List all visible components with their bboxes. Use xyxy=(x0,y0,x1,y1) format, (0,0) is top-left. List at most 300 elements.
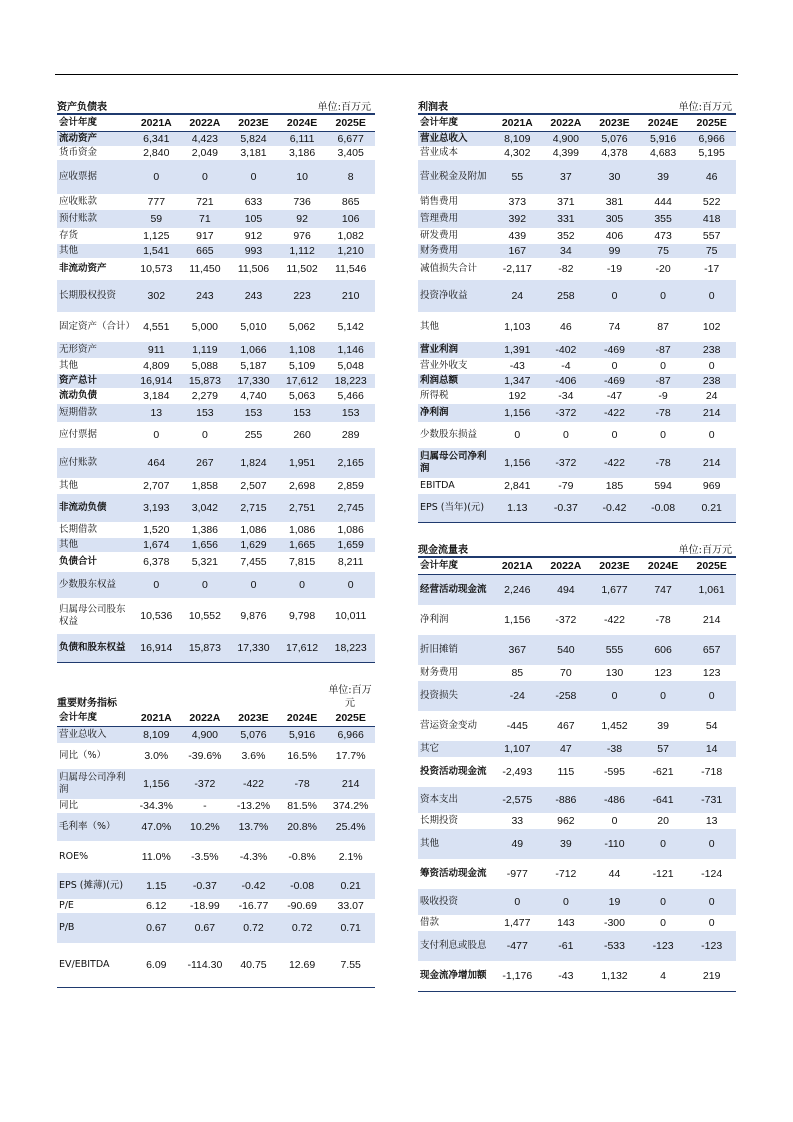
cell-value: 993 xyxy=(244,245,263,257)
cell-value: 4,302 xyxy=(504,147,531,159)
row-label: 固定资产（合计） xyxy=(59,321,136,333)
cell-value: -43 xyxy=(558,970,574,982)
row-label: 负债和股东权益 xyxy=(59,642,126,654)
cell-value: 2,246 xyxy=(504,584,531,596)
table-row xyxy=(418,210,736,228)
cell-value: -78 xyxy=(655,614,671,626)
cell-value: 374.2% xyxy=(332,800,369,812)
row-label: 净利润 xyxy=(420,407,449,419)
row-label: 流动资产 xyxy=(59,133,98,145)
cell-value: -2,575 xyxy=(502,794,533,806)
cell-value: 594 xyxy=(654,480,672,492)
cash-flow-table xyxy=(418,540,736,992)
cell-value: 0 xyxy=(299,579,305,591)
cell-value: 1,112 xyxy=(289,245,315,257)
row-label: 其他 xyxy=(420,838,440,850)
row-label: 营业利润 xyxy=(420,344,459,356)
row-label: 无形资产 xyxy=(59,344,98,356)
cell-value: -372 xyxy=(555,457,577,469)
table-row xyxy=(57,598,375,634)
cell-value: 11,502 xyxy=(286,263,318,275)
cell-value: 1,061 xyxy=(698,584,725,596)
table-row xyxy=(57,478,375,494)
table-row xyxy=(57,899,375,913)
cell-value: 1,086 xyxy=(337,524,364,536)
table-row xyxy=(418,374,736,388)
table-row xyxy=(418,889,736,915)
cash-flow-unit: 单位:百万元 xyxy=(678,545,732,556)
cell-value: -90.69 xyxy=(287,900,317,912)
cell-value: 0 xyxy=(660,290,666,302)
cell-value: 4,378 xyxy=(601,147,628,159)
cell-value: -731 xyxy=(701,794,723,806)
cell-value: 85 xyxy=(511,667,524,679)
cell-value: 0.72 xyxy=(291,922,313,934)
cell-value: 0.71 xyxy=(340,922,361,934)
cell-value: -82 xyxy=(558,263,574,275)
row-label: 营业成本 xyxy=(420,147,459,159)
cell-value: 1,477 xyxy=(504,917,531,929)
table-row xyxy=(418,575,736,605)
cell-value: 167 xyxy=(508,245,527,257)
cell-value: 214 xyxy=(702,614,721,626)
table-row xyxy=(418,132,736,146)
cell-value: 1,132 xyxy=(601,970,628,982)
keyfin-column-header-row xyxy=(57,710,375,727)
row-label: EV/EBITDA xyxy=(59,959,110,971)
cell-value: -422 xyxy=(603,457,625,469)
cell-value: 71 xyxy=(199,213,211,225)
cell-value: 143 xyxy=(557,917,575,929)
table-row xyxy=(418,961,736,992)
cell-value: -20 xyxy=(655,263,671,275)
cell-value: 11.0% xyxy=(141,851,171,863)
cell-value: 1,824 xyxy=(240,457,267,469)
cell-value: 0 xyxy=(708,429,715,441)
year-header: 2021A xyxy=(140,117,172,129)
year-header: 2021A xyxy=(501,560,533,572)
cell-value: 10,536 xyxy=(140,610,173,622)
income-statement-header xyxy=(418,97,736,115)
cell-value: 15,873 xyxy=(188,375,221,387)
cell-value: 13 xyxy=(705,815,718,827)
cell-value: -4.3% xyxy=(239,851,268,863)
table-row xyxy=(57,342,375,358)
cell-value: 0 xyxy=(708,690,715,702)
cell-value: 4,683 xyxy=(649,147,677,159)
cell-value: 0 xyxy=(514,896,521,908)
cell-value: 2,751 xyxy=(288,502,316,514)
cell-value: 4,399 xyxy=(552,147,580,159)
cell-value: 11,506 xyxy=(237,263,270,275)
row-label: 营业总收入 xyxy=(420,133,468,145)
balance-sheet-unit: 单位:百万元 xyxy=(317,102,371,113)
cell-value: 39 xyxy=(560,838,572,850)
cell-value: 10,011 xyxy=(335,610,367,622)
cell-value: 4,900 xyxy=(552,133,580,145)
table-row xyxy=(57,634,375,663)
row-label: 投资活动现金流 xyxy=(420,766,487,778)
cell-value: 153 xyxy=(341,407,360,419)
cell-value: 39 xyxy=(657,171,669,183)
cell-value: 54 xyxy=(705,720,718,732)
cell-value: 46 xyxy=(560,321,572,333)
cell-value: 223 xyxy=(293,290,311,302)
cell-value: 10,573 xyxy=(140,263,173,275)
table-row xyxy=(57,943,375,988)
cell-value: 1.13 xyxy=(507,502,528,514)
cell-value: 19 xyxy=(608,896,621,908)
cell-value: 522 xyxy=(702,196,721,208)
cell-value: 123 xyxy=(702,667,721,679)
table-row xyxy=(418,194,736,210)
table-row xyxy=(418,280,736,312)
cell-value: 3.0% xyxy=(144,750,169,762)
cell-value: 20 xyxy=(657,815,669,827)
year-header: 2025E xyxy=(696,560,727,572)
cell-value: 75 xyxy=(705,245,718,257)
cell-value: 8,211 xyxy=(337,556,364,568)
cell-value: 557 xyxy=(702,230,721,242)
cell-value: 392 xyxy=(508,213,527,225)
table-row xyxy=(418,494,736,523)
year-header: 2024E xyxy=(286,712,318,724)
cell-value: 6.12 xyxy=(146,900,167,912)
year-header: 2023E xyxy=(238,712,269,724)
table-row xyxy=(418,635,736,665)
row-label: 营业总收入 xyxy=(59,729,107,741)
cell-value: 1,858 xyxy=(191,480,219,492)
cell-value: -372 xyxy=(555,407,577,419)
year-header: 2024E xyxy=(647,117,679,129)
cell-value: 34 xyxy=(560,245,572,257)
cell-value: 243 xyxy=(196,290,214,302)
cell-value: 0 xyxy=(660,690,666,702)
cell-value: 16,914 xyxy=(140,642,173,654)
row-label: 长期股权投资 xyxy=(59,290,117,302)
cell-value: 0 xyxy=(611,290,618,302)
cell-value: 3,181 xyxy=(240,147,267,159)
table-row xyxy=(418,404,736,422)
cell-value: -469 xyxy=(603,375,625,387)
row-label: 长期借款 xyxy=(59,524,98,536)
cell-value: 5,076 xyxy=(601,133,628,145)
table-row xyxy=(418,931,736,961)
row-label: 同比 xyxy=(59,800,79,812)
cell-value: 214 xyxy=(702,407,721,419)
table-row xyxy=(418,829,736,859)
cell-value: 81.5% xyxy=(287,800,317,812)
row-label: 短期借款 xyxy=(59,407,98,419)
cell-value: 57 xyxy=(657,743,669,755)
cell-value: -533 xyxy=(603,940,625,952)
cell-value: 11,450 xyxy=(189,263,221,275)
cell-value: 10.2% xyxy=(190,821,220,833)
cell-value: 1,210 xyxy=(337,245,364,257)
cell-value: 494 xyxy=(557,584,575,596)
table-row xyxy=(418,244,736,258)
cell-value: 238 xyxy=(702,375,721,387)
row-label: EPS (当年)(元) xyxy=(420,502,485,514)
cell-value: 606 xyxy=(654,644,672,656)
cell-value: 6,966 xyxy=(698,133,725,145)
cell-value: 10,552 xyxy=(188,610,221,622)
cell-value: 0 xyxy=(250,579,257,591)
row-label: EBITDA xyxy=(420,480,455,492)
cell-value: -0.42 xyxy=(241,880,266,892)
table-row xyxy=(57,258,375,280)
income-statement-title: 利润表 xyxy=(418,102,448,113)
cell-value: 381 xyxy=(605,196,624,208)
cell-value: 39 xyxy=(657,720,669,732)
table-row xyxy=(418,711,736,741)
row-label: 所得税 xyxy=(420,390,449,402)
cell-value: 1,674 xyxy=(143,539,170,551)
cell-value: 1,659 xyxy=(337,539,364,551)
cell-value: 1,156 xyxy=(504,457,531,469)
cell-value: 1,119 xyxy=(192,344,218,356)
cell-value: 5,916 xyxy=(288,729,316,741)
year-header: 2022A xyxy=(189,117,221,129)
cell-value: 2.1% xyxy=(338,851,363,863)
cell-value: 911 xyxy=(147,344,165,356)
income-statement-unit: 单位:百万元 xyxy=(678,102,732,113)
cell-value: 17,330 xyxy=(237,375,270,387)
row-label: 筹资活动现金流 xyxy=(420,868,487,880)
cell-value: 10 xyxy=(296,171,308,183)
cell-value: 1,082 xyxy=(337,230,364,242)
cell-value: 30 xyxy=(608,171,621,183)
cell-value: 20.8% xyxy=(287,821,317,833)
cell-value: -9 xyxy=(658,390,668,402)
row-label: 预付账款 xyxy=(59,213,98,225)
cell-value: 1,391 xyxy=(504,344,531,356)
cell-value: 92 xyxy=(296,213,308,225)
cell-value: 44 xyxy=(608,868,621,880)
cell-value: 0 xyxy=(611,690,618,702)
cell-value: 1,146 xyxy=(337,344,364,356)
income-statement-table xyxy=(418,97,736,523)
cell-value: 1,086 xyxy=(240,524,267,536)
cell-value: -79 xyxy=(558,480,574,492)
cell-value: 1,347 xyxy=(504,375,531,387)
cell-value: -718 xyxy=(701,766,723,778)
cell-value: 373 xyxy=(508,196,527,208)
cell-value: -24 xyxy=(509,690,525,702)
cell-value: 1,629 xyxy=(240,539,267,551)
table-row xyxy=(418,787,736,813)
row-label: 归属母公司股东权益 xyxy=(59,604,126,627)
year-header: 2025E xyxy=(335,712,366,724)
cell-value: 5,063 xyxy=(288,390,316,402)
cell-value: -34.3% xyxy=(139,800,173,812)
cell-value: 74 xyxy=(608,321,621,333)
row-label: 应付票据 xyxy=(59,429,98,441)
row-label: P/E xyxy=(59,900,74,912)
cell-value: 418 xyxy=(702,213,721,225)
cell-value: 258 xyxy=(557,290,575,302)
balance-column-header-row xyxy=(57,115,375,132)
cell-value: 25.4% xyxy=(335,821,366,833)
table-row xyxy=(418,859,736,889)
cell-value: 3.6% xyxy=(241,750,266,762)
table-row xyxy=(57,312,375,342)
cell-value: -121 xyxy=(652,868,674,880)
cell-value: -61 xyxy=(558,940,574,952)
cell-value: -39.6% xyxy=(188,750,222,762)
year-header: 2025E xyxy=(335,117,366,129)
cell-value: 37 xyxy=(560,171,572,183)
cell-value: 153 xyxy=(244,407,263,419)
row-label: 财务费用 xyxy=(420,667,459,679)
table-row xyxy=(418,358,736,374)
cell-value: 267 xyxy=(196,457,214,469)
cell-value: 665 xyxy=(196,245,214,257)
cell-value: -13.2% xyxy=(236,800,271,812)
row-label: 其他 xyxy=(59,245,79,257)
cell-value: 0 xyxy=(201,171,208,183)
row-label: 营运资金变动 xyxy=(420,720,478,732)
cell-value: 17.7% xyxy=(335,750,366,762)
cell-value: 5,142 xyxy=(337,321,364,333)
cell-value: 0 xyxy=(660,838,666,850)
cell-value: 4,551 xyxy=(143,321,170,333)
row-label: 销售费用 xyxy=(420,196,459,208)
table-row xyxy=(418,312,736,342)
cell-value: 4 xyxy=(660,970,666,982)
cell-value: 0.21 xyxy=(340,880,361,892)
cell-value: 18,223 xyxy=(334,375,367,387)
cell-value: 3,405 xyxy=(337,147,364,159)
cell-value: -2,117 xyxy=(502,263,532,275)
year-header: 2021A xyxy=(140,712,172,724)
cell-value: 2,507 xyxy=(240,480,267,492)
table-row xyxy=(418,146,736,160)
table-row xyxy=(57,494,375,522)
year-header: 2021A xyxy=(501,117,533,129)
cell-value: 47 xyxy=(560,743,572,755)
cell-value: 33.07 xyxy=(337,900,364,912)
column-header-label: 会计年度 xyxy=(420,117,459,129)
row-label: 非流动负债 xyxy=(59,502,107,514)
cell-value: -258 xyxy=(555,690,577,702)
cell-value: 185 xyxy=(605,480,624,492)
year-header: 2024E xyxy=(286,117,318,129)
cell-value: 5,195 xyxy=(698,147,725,159)
table-row xyxy=(57,841,375,873)
cell-value: 439 xyxy=(508,230,527,242)
cell-value: -1,176 xyxy=(502,970,533,982)
cell-value: 4,740 xyxy=(240,390,267,402)
cell-value: 0 xyxy=(562,896,569,908)
cell-value: 1,086 xyxy=(288,524,316,536)
cell-value: -123 xyxy=(701,940,723,952)
table-row xyxy=(57,374,375,388)
cell-value: 1,125 xyxy=(143,230,170,242)
cell-value: 16,914 xyxy=(140,375,173,387)
table-row xyxy=(57,132,375,146)
cell-value: 5,916 xyxy=(649,133,677,145)
cell-value: 13 xyxy=(150,407,163,419)
row-label: 研发费用 xyxy=(420,230,459,242)
cell-value: 2,707 xyxy=(143,480,170,492)
cell-value: 976 xyxy=(293,230,311,242)
row-label: 同比（%） xyxy=(59,750,107,762)
cell-value: 5,824 xyxy=(240,133,267,145)
key-financials-title: 重要财务指标 xyxy=(57,698,117,709)
table-row xyxy=(57,813,375,841)
cell-value: 17,612 xyxy=(286,375,319,387)
cell-value: -34 xyxy=(558,390,574,402)
cell-value: 1,108 xyxy=(288,344,316,356)
row-label: 长期投资 xyxy=(420,815,459,827)
cell-value: -19 xyxy=(606,263,623,275)
cell-value: 15,873 xyxy=(188,642,221,654)
cell-value: 3,186 xyxy=(288,147,316,159)
row-label: EPS (摊薄)(元) xyxy=(59,880,124,892)
row-label: 营业外收支 xyxy=(420,360,468,372)
cell-value: 3,193 xyxy=(143,502,170,514)
table-row xyxy=(57,769,375,799)
cell-value: 255 xyxy=(244,429,263,441)
cell-value: 736 xyxy=(293,196,311,208)
cell-value: 367 xyxy=(508,644,527,656)
row-label: 折旧摊销 xyxy=(420,644,459,656)
row-label: 毛利率（%） xyxy=(59,821,116,833)
year-header: 2025E xyxy=(696,117,727,129)
row-label: 其他 xyxy=(59,480,79,492)
table-row xyxy=(57,572,375,598)
cell-value: 747 xyxy=(654,584,672,596)
cell-value: 1,951 xyxy=(288,457,316,469)
column-header-label: 会计年度 xyxy=(420,560,459,572)
income-column-header-row xyxy=(418,115,736,132)
cell-value: 777 xyxy=(147,196,166,208)
row-label: 投资损失 xyxy=(420,690,459,702)
table-row xyxy=(418,741,736,757)
cell-value: -422 xyxy=(603,407,625,419)
table-row xyxy=(418,813,736,829)
cell-value: 2,841 xyxy=(504,480,531,492)
column-header-label: 会计年度 xyxy=(59,712,98,724)
cell-value: 5,062 xyxy=(288,321,316,333)
cash-flow-header xyxy=(418,540,736,558)
cell-value: 6,341 xyxy=(143,133,170,145)
cell-value: 5,010 xyxy=(240,321,267,333)
balance-sheet-header xyxy=(57,97,375,115)
cell-value: 4,423 xyxy=(191,133,219,145)
key-financials-table xyxy=(57,680,375,988)
table-row xyxy=(418,915,736,931)
cell-value: 540 xyxy=(557,644,575,656)
table-row xyxy=(57,160,375,194)
table-row xyxy=(418,258,736,280)
cell-value: 5,076 xyxy=(240,729,267,741)
table-row xyxy=(418,342,736,358)
table-row xyxy=(57,194,375,210)
cell-value: 1,156 xyxy=(504,407,531,419)
cell-value: -0.08 xyxy=(651,502,676,514)
cell-value: 2,165 xyxy=(337,457,364,469)
row-label: 减值损失合计 xyxy=(420,263,478,275)
cell-value: 6.09 xyxy=(146,959,167,971)
row-label: 支付利息或股息 xyxy=(420,940,487,952)
table-row xyxy=(418,228,736,244)
row-label: 资本支出 xyxy=(420,794,459,806)
cell-value: -445 xyxy=(506,720,528,732)
cell-value: 1,452 xyxy=(601,720,628,732)
cell-value: 153 xyxy=(196,407,214,419)
